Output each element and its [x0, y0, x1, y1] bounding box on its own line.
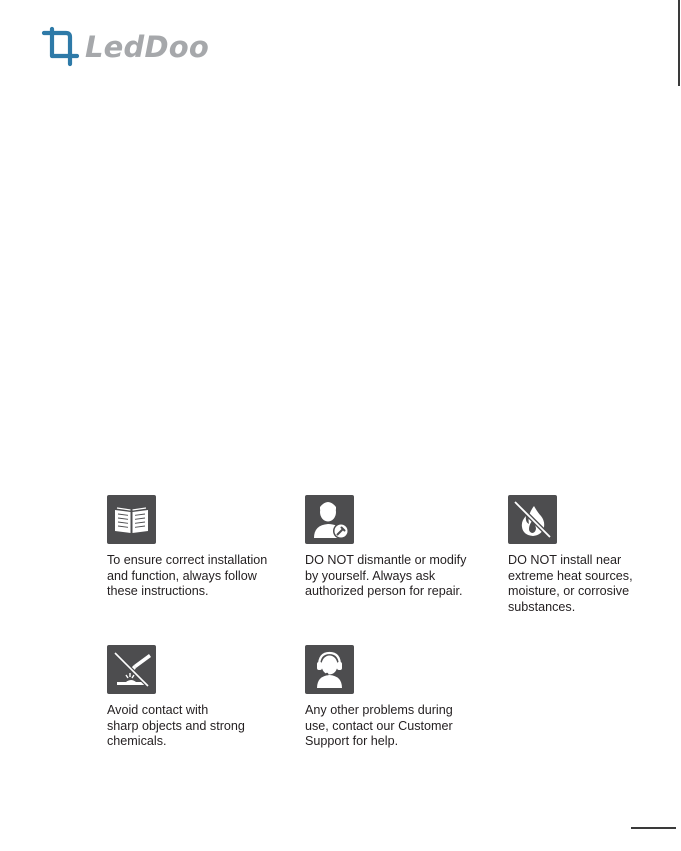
customer-support-headset-icon [305, 645, 354, 694]
safety-item-support [305, 645, 475, 750]
no-fire-icon [508, 495, 557, 544]
page-edge-line [678, 0, 680, 86]
safety-item-text: Any other problems during use, contact our Customer Support for help. [305, 703, 453, 748]
brand-name: LedDoo [85, 30, 210, 64]
page-footer-rule [631, 827, 676, 829]
safety-item-no-heat [508, 495, 678, 615]
brand-logo [40, 26, 209, 68]
safety-item-no-chemicals [107, 645, 277, 750]
safety-item-text: DO NOT dismantle or modify by yourself. Always ask authorized person for repair. [305, 553, 467, 598]
safety-item-instructions [107, 495, 277, 600]
technician-wrench-icon [305, 495, 354, 544]
safety-item-text: DO NOT install near extreme heat sources, moisture, or corrosive substances. [508, 553, 633, 614]
manual-book-icon [107, 495, 156, 544]
no-chemicals-icon [107, 645, 156, 694]
safety-item-text: Avoid contact with sharp objects and strong chemicals. [107, 703, 245, 748]
safety-item-no-dismantle [305, 495, 475, 600]
leddoo-logo-icon [40, 26, 80, 68]
safety-item-text: To ensure correct installation and function, always follow these instructions. [107, 553, 268, 598]
